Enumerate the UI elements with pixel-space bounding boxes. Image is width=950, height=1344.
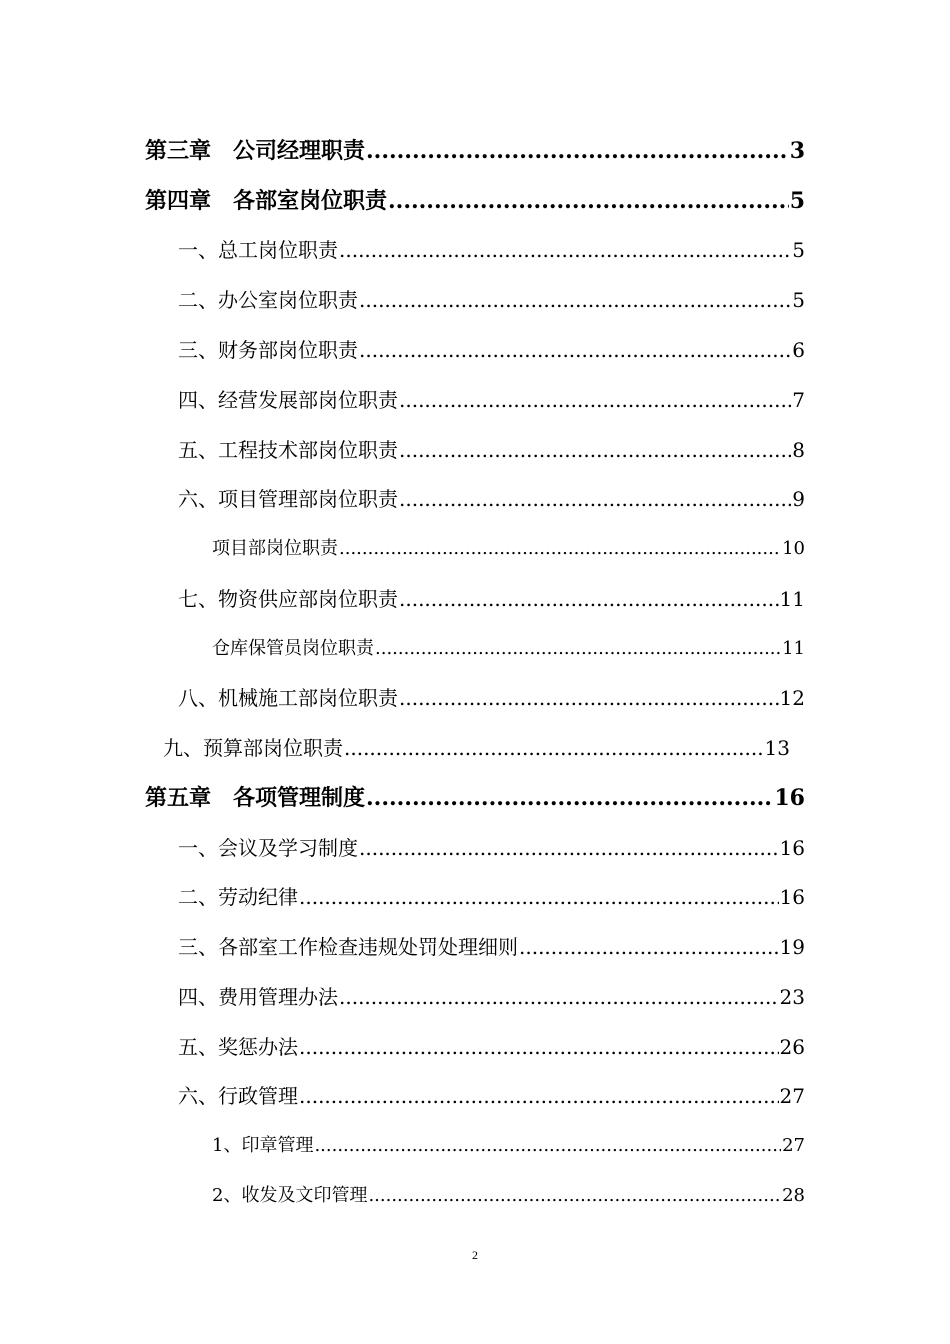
toc-entry-page: 9 (792, 487, 805, 511)
toc-entry-label: 二、办公室岗位职责 (178, 288, 358, 312)
toc-entry-subsection[interactable] (212, 632, 805, 666)
toc-entry-label: 五、工程技术部岗位职责 (178, 438, 398, 462)
toc-entry-subsection[interactable] (212, 1179, 805, 1213)
leader-dots (359, 831, 779, 865)
toc-entry-section[interactable] (178, 383, 805, 417)
toc-entry-page: 23 (779, 985, 805, 1009)
toc-entry-page: 5 (792, 288, 805, 312)
toc-entry-label: 二、劳动纪律 (178, 885, 298, 909)
toc-entry-page: 3 (789, 138, 805, 164)
leader-dots (366, 134, 789, 168)
leader-dots (344, 731, 764, 765)
toc-entry-chapter-4[interactable] (145, 184, 805, 218)
toc-entry-label: 三、各部室工作检查违规处罚处理细则 (178, 935, 518, 959)
toc-entry-section[interactable] (178, 433, 805, 467)
toc-entry-section[interactable] (178, 233, 805, 267)
toc-entry-label: 一、会议及学习制度 (178, 836, 358, 860)
toc-entry-page: 26 (779, 1035, 805, 1059)
toc-entry-label: 第四章 各部室岗位职责 (145, 188, 388, 214)
leader-dots (359, 283, 791, 317)
leader-dots (366, 781, 773, 815)
toc-entry-label: 第三章 公司经理职责 (145, 138, 366, 164)
toc-entry-label: 三、财务部岗位职责 (178, 338, 358, 362)
toc-entry-page: 7 (792, 388, 805, 412)
toc-entry-label: 六、行政管理 (178, 1084, 298, 1108)
leader-dots (339, 233, 791, 267)
toc-entry-page: 10 (782, 538, 805, 559)
toc-entry-section[interactable] (178, 880, 805, 914)
toc-entry-section[interactable] (178, 333, 805, 367)
toc-entry-page: 28 (782, 1185, 805, 1206)
toc-entry-page: 5 (792, 238, 805, 262)
toc-entry-chapter-5[interactable] (145, 781, 805, 815)
toc-entry-section[interactable] (178, 930, 805, 964)
toc-entry-section[interactable] (178, 1079, 805, 1113)
toc-entry-label: 八、机械施工部岗位职责 (178, 686, 398, 710)
leader-dots (399, 582, 779, 616)
toc-entry-page: 19 (779, 935, 805, 959)
toc-entry-subsection[interactable] (212, 532, 805, 566)
toc-entry-page: 8 (792, 438, 805, 462)
toc-entry-section[interactable] (163, 731, 790, 765)
page-number: 2 (472, 1248, 478, 1262)
toc-entry-page: 27 (779, 1084, 805, 1108)
toc-entry-page: 11 (782, 638, 805, 659)
leader-dots (399, 433, 791, 467)
leader-dots (339, 532, 781, 566)
leader-dots (368, 1179, 781, 1213)
toc-entry-label: 七、物资供应部岗位职责 (178, 587, 398, 611)
leader-dots (299, 1030, 779, 1064)
toc-entry-label: 六、项目管理部岗位职责 (178, 487, 398, 511)
leader-dots (399, 681, 779, 715)
toc-entry-subsection[interactable] (212, 1129, 805, 1163)
toc-entry-label: 四、费用管理办法 (178, 985, 338, 1009)
toc-entry-label: 仓库保管员岗位职责 (212, 638, 374, 659)
toc-entry-page: 11 (779, 587, 805, 611)
toc-entry-section[interactable] (178, 482, 805, 516)
toc-entry-label: 一、总工岗位职责 (178, 238, 338, 262)
toc-entry-label: 五、奖惩办法 (178, 1035, 298, 1059)
toc-entry-section[interactable] (178, 831, 805, 865)
leader-dots (299, 1079, 779, 1113)
leader-dots (299, 880, 779, 914)
toc-entry-label: 项目部岗位职责 (212, 538, 338, 559)
toc-entry-page: 27 (782, 1135, 805, 1156)
leader-dots (359, 333, 791, 367)
toc-entry-chapter-3[interactable] (145, 134, 805, 168)
leader-dots (399, 482, 791, 516)
toc-entry-label: 四、经营发展部岗位职责 (178, 388, 398, 412)
toc-entry-page: 16 (779, 836, 805, 860)
toc-entry-label: 九、预算部岗位职责 (163, 736, 343, 760)
leader-dots (399, 383, 791, 417)
toc-entry-label: 1、印章管理 (212, 1135, 314, 1156)
toc-entry-section[interactable] (178, 681, 805, 715)
toc-entry-page: 16 (774, 785, 805, 811)
toc-entry-page: 13 (764, 736, 790, 760)
toc-entry-label: 2、收发及文印管理 (212, 1185, 368, 1206)
leader-dots (314, 1129, 781, 1163)
toc-entry-page: 5 (789, 188, 805, 214)
toc-entry-page: 6 (792, 338, 805, 362)
toc-entry-page: 16 (779, 885, 805, 909)
toc-entry-label: 第五章 各项管理制度 (145, 785, 366, 811)
leader-dots (339, 980, 779, 1014)
toc-entry-section[interactable] (178, 283, 805, 317)
leader-dots (375, 632, 781, 666)
leader-dots (519, 930, 779, 964)
toc-entry-section[interactable] (178, 582, 805, 616)
toc-entry-section[interactable] (178, 1030, 805, 1064)
toc-entry-page: 12 (779, 686, 805, 710)
leader-dots (388, 184, 789, 218)
toc-entry-section[interactable] (178, 980, 805, 1014)
